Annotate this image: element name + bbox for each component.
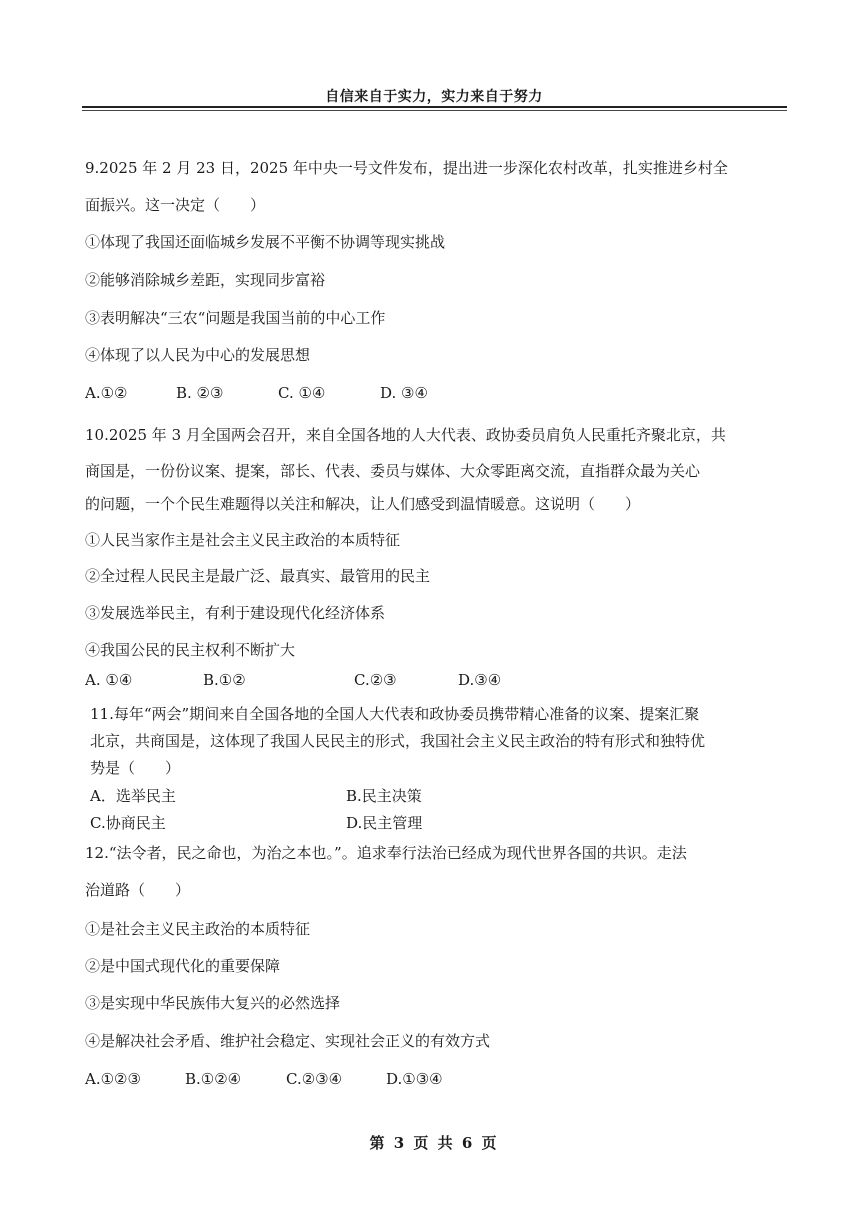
q10-option-d: D.③④ (458, 671, 502, 689)
header-motto: 自信来自于实力，实力来自于努力 (325, 89, 543, 105)
q12-stem-line: 治道路（ ） (85, 881, 191, 899)
q12-option-a: A.①②③ (85, 1070, 141, 1088)
header-rule-thin (82, 110, 787, 111)
q12-option-c: C.②③④ (286, 1070, 343, 1088)
q10-statement: ③发展选举民主，有利于建设现代化经济体系 (85, 604, 386, 622)
q10-statement: ④我国公民的民主权利不断扩大 (85, 641, 296, 659)
q9-statement: ③表明解决“三农“问题是我国当前的中心工作 (85, 309, 386, 327)
q10-statement: ②全过程人民民主是最广泛、最真实、最管用的民主 (85, 567, 431, 585)
q9-statement: ④体现了以人民为中心的发展思想 (85, 346, 311, 364)
q12-statement: ③是实现中华民族伟大复兴的必然选择 (85, 994, 341, 1012)
q10-stem-line: 10.2025 年 3 月全国两会召开，来自全国各地的人大代表、政协委员肩负人民重托齐聚北京，共 (85, 426, 726, 444)
q10-stem-line: 的问题，一个个民生难题得以关注和解决，让人们感受到温情暖意。这说明（ ） (85, 495, 641, 513)
q11-option-d: D.民主管理 (346, 814, 423, 832)
q11-option-c: C.协商民主 (90, 814, 166, 832)
q11-stem-line: 11.每年“两会”期间来自全国各地的全国人大代表和政协委员携带精心准备的议案、提案汇聚 (90, 705, 700, 723)
q9-statement: ②能够消除城乡差距，实现同步富裕 (85, 271, 326, 289)
q9-option-c: C. ①④ (278, 384, 326, 402)
q10-option-b: B.①② (203, 671, 246, 689)
q11-stem-line: 北京，共商国是，这体现了我国人民民主的形式，我国社会主义民主政治的特有形式和独特优 (90, 732, 706, 750)
header-rule (82, 106, 787, 108)
q10-stem-line: 商国是，一份份议案、提案，部长、代表、委员与媒体、大众零距离交流，直指群众最为关心 (85, 462, 701, 480)
page-number: 第 3 页 共 6 页 (369, 1134, 499, 1152)
q9-statement: ①体现了我国还面临城乡发展不平衡不协调等现实挑战 (85, 233, 446, 251)
q12-statement: ①是社会主义民主政治的本质特征 (85, 920, 311, 938)
q11-option-b: B.民主决策 (346, 787, 422, 805)
q12-statement: ②是中国式现代化的重要保障 (85, 957, 281, 975)
q11-stem-line: 势是（ ） (90, 759, 181, 777)
q9-option-a: A.①② (85, 384, 128, 402)
q12-option-d: D.①③④ (386, 1070, 443, 1088)
q12-option-b: B.①②④ (185, 1070, 242, 1088)
q12-statement: ④是解决社会矛盾、维护社会稳定、实现社会正义的有效方式 (85, 1032, 491, 1050)
q9-stem-line: 9.2025 年 2 月 23 日，2025 年中央一号文件发布，提出进一步深化农村改革，扎实推进乡村全 (85, 159, 728, 177)
q10-option-a: A. ①④ (85, 671, 133, 689)
q10-option-c: C.②③ (354, 671, 397, 689)
q12-stem-line: 12.“法令者，民之命也，为治之本也。”。追求奉行法治已经成为现代世界各国的共识。走法 (85, 844, 687, 862)
q10-statement: ①人民当家作主是社会主义民主政治的本质特征 (85, 531, 401, 549)
q11-option-a: A．选举民主 (90, 787, 176, 805)
q9-option-b: B. ②③ (176, 384, 224, 402)
q9-option-d: D. ③④ (380, 384, 428, 402)
q9-stem-line: 面振兴。这一决定（ ） (85, 196, 266, 214)
